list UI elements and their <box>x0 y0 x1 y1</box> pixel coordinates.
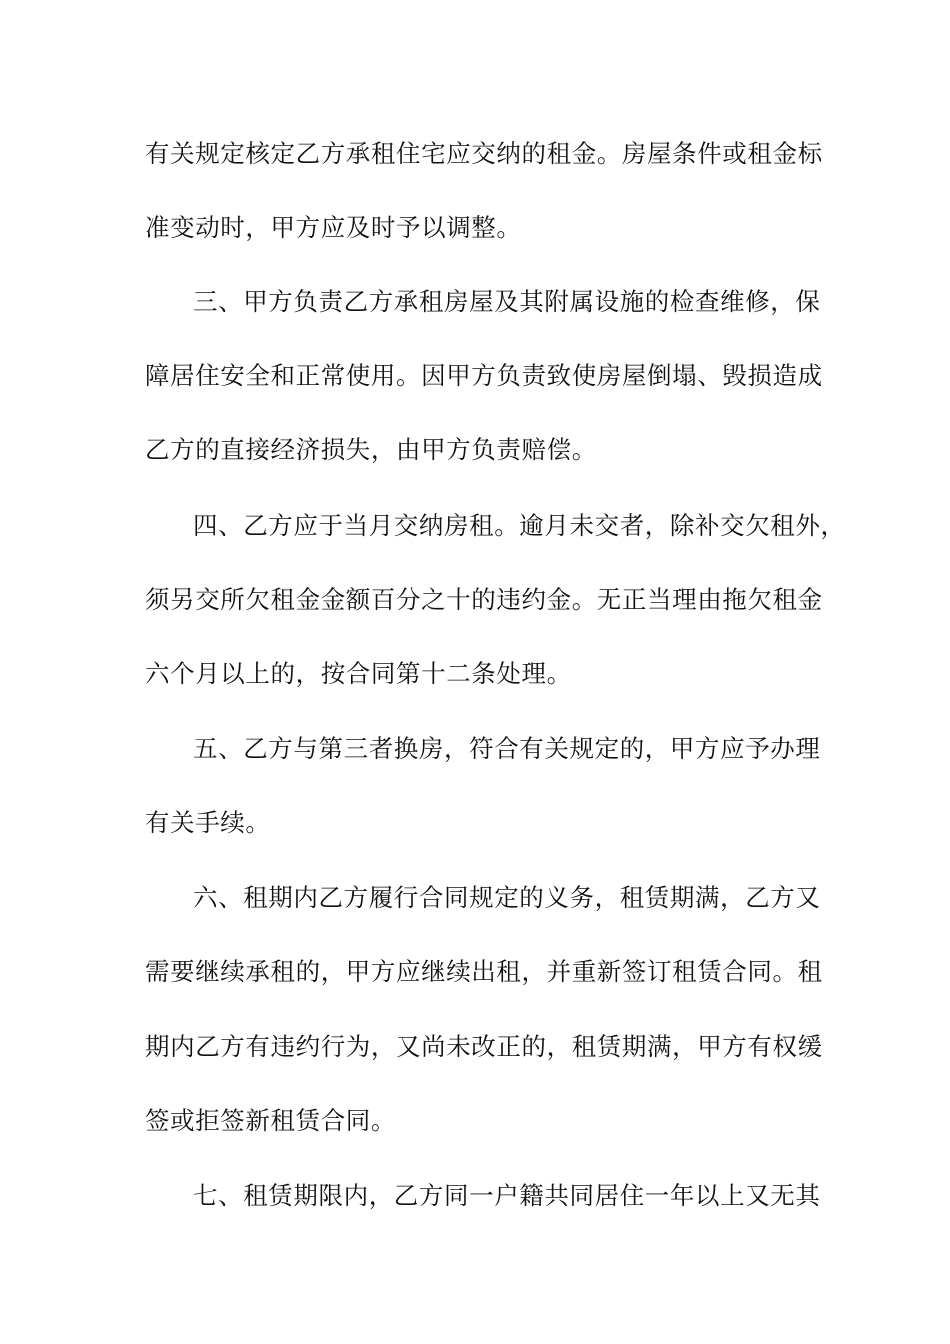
text-line: 障居住安全和正常使用。因甲方负责致使房屋倒塌、毁损造成 <box>145 361 823 390</box>
text-line: 签或拒签新租赁合同。 <box>145 1106 396 1135</box>
clause-3-first-line: 三、甲方负责乙方承租房屋及其附属设施的检查维修，保 <box>193 287 821 316</box>
text-line: 需要继续承租的，甲方应继续出租，并重新签订租赁合同。租 <box>145 957 823 986</box>
clause-7-first-line: 七、租赁期限内，乙方同一户籍共同居住一年以上又无其 <box>193 1181 821 1210</box>
clause-5-first-line: 五、乙方与第三者换房，符合有关规定的，甲方应予办理 <box>193 734 821 763</box>
text-line: 期内乙方有违约行为，又尚未改正的，租赁期满，甲方有权缓 <box>145 1032 823 1061</box>
text-line: 六个月以上的，按合同第十二条处理。 <box>145 659 572 688</box>
clause-4-first-line: 四、乙方应于当月交纳房租。逾月未交者，除补交欠租外， <box>193 511 846 540</box>
clause-6-first-line: 六、租期内乙方履行合同规定的义务，租赁期满，乙方又 <box>193 883 821 912</box>
text-line: 乙方的直接经济损失，由甲方负责赔偿。 <box>145 435 597 464</box>
text-line: 须另交所欠租金金额百分之十的违约金。无正当理由拖欠租金 <box>145 585 823 614</box>
text-line: 准变动时，甲方应及时予以调整。 <box>145 213 522 242</box>
text-line: 有关手续。 <box>145 808 271 837</box>
text-line: 有关规定核定乙方承租住宅应交纳的租金。房屋条件或租金标 <box>145 139 823 168</box>
